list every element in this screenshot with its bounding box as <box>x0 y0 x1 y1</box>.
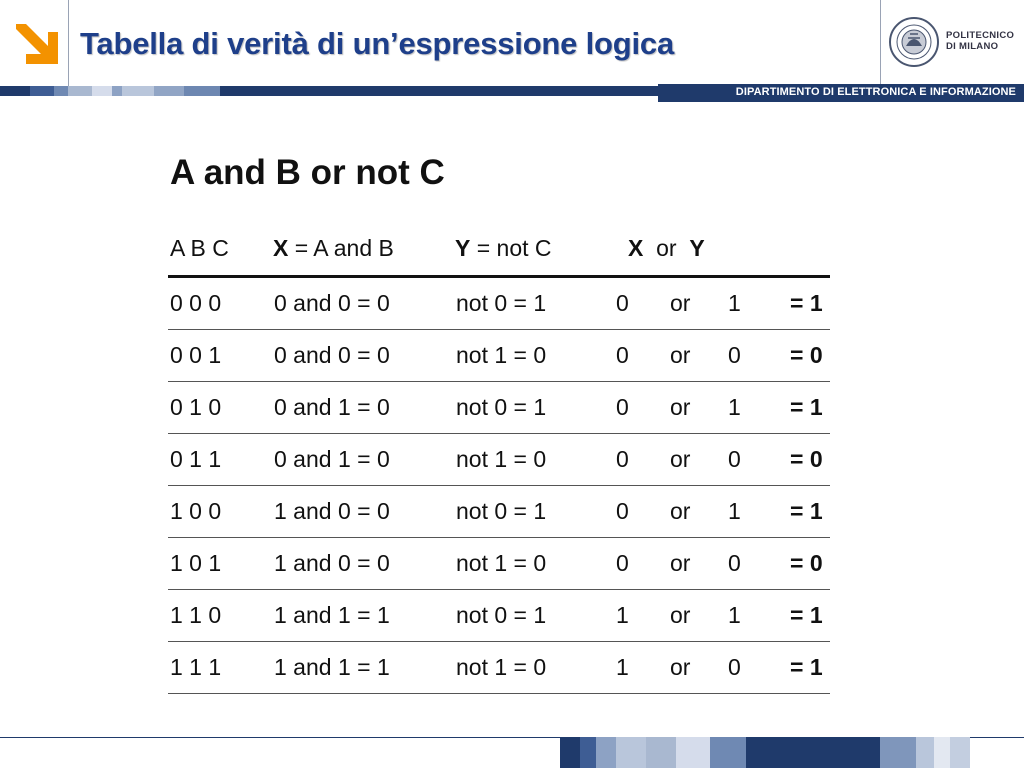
institution-logo <box>888 14 1024 74</box>
table-header <box>168 225 830 278</box>
header-divider <box>68 0 69 86</box>
header-xy-y: Y <box>689 235 705 261</box>
header-xy-or: or <box>656 235 677 261</box>
table-row <box>168 330 830 382</box>
header-x-or-y <box>628 235 705 262</box>
table-row <box>168 538 830 590</box>
cell-result: = 1 <box>790 498 823 524</box>
cell-y-value: 0 <box>728 550 741 576</box>
cell-x-value: 0 <box>616 550 629 576</box>
cell-x-value: 1 <box>616 602 629 628</box>
slide-title: Tabella di verità di un’espressione logica <box>80 26 674 61</box>
cell-or: or <box>670 550 691 576</box>
cell-x: 0 and 0 = 0 <box>274 342 390 368</box>
cell-x-value: 0 <box>616 290 629 316</box>
cell-x: 1 and 0 = 0 <box>274 498 390 524</box>
cell-result: = 0 <box>790 342 823 368</box>
cell-or: or <box>670 342 691 368</box>
cell-y-value: 1 <box>728 290 741 316</box>
cell-x-value: 1 <box>616 654 629 680</box>
truth-table <box>168 225 830 694</box>
cell-result: = 1 <box>790 602 823 628</box>
cell-result: = 0 <box>790 446 823 472</box>
cell-or: or <box>670 446 691 472</box>
cell-y-value: 0 <box>728 342 741 368</box>
table-row <box>168 434 830 486</box>
cell-or: or <box>670 654 691 680</box>
footer-color-band <box>560 737 1024 768</box>
header-y-definition: = not C <box>470 235 552 261</box>
header-y <box>455 235 552 262</box>
cell-abc: 0 1 1 <box>170 446 222 472</box>
cell-abc: 1 1 0 <box>170 602 222 628</box>
header-divider-right <box>880 0 881 86</box>
header-xy-x: X <box>628 235 644 261</box>
cell-x: 0 and 0 = 0 <box>274 290 390 316</box>
cell-or: or <box>670 394 691 420</box>
logo-box <box>0 0 68 86</box>
cell-result: = 0 <box>790 550 823 576</box>
cell-y: not 0 = 1 <box>456 394 547 420</box>
cell-abc: 1 0 0 <box>170 498 222 524</box>
cell-abc: 0 1 0 <box>170 394 222 420</box>
expression-heading: A and B or not C <box>170 153 445 192</box>
cell-abc: 0 0 1 <box>170 342 222 368</box>
table-row <box>168 590 830 642</box>
arrow-down-right-icon <box>12 20 62 68</box>
cell-x: 1 and 1 = 1 <box>274 602 390 628</box>
department-label: DIPARTIMENTO DI ELETTRONICA E INFORMAZIONE <box>735 86 1016 98</box>
header-x-definition: = A and B <box>288 235 394 261</box>
table-row <box>168 486 830 538</box>
table-row <box>168 278 830 330</box>
cell-x: 1 and 0 = 0 <box>274 550 390 576</box>
cell-y-value: 0 <box>728 654 741 680</box>
table-row <box>168 642 830 694</box>
cell-result: = 1 <box>790 394 823 420</box>
cell-abc: 0 0 0 <box>170 290 222 316</box>
cell-x-value: 0 <box>616 342 629 368</box>
cell-x-value: 0 <box>616 446 629 472</box>
cell-or: or <box>670 602 691 628</box>
cell-result: = 1 <box>790 654 823 680</box>
cell-y: not 1 = 0 <box>456 550 547 576</box>
university-seal-icon <box>888 16 940 68</box>
cell-y: not 1 = 0 <box>456 446 547 472</box>
institution-name: POLITECNICO DI MILANO <box>946 30 1015 52</box>
header-y-symbol: Y <box>455 235 471 261</box>
table-body <box>168 278 830 694</box>
cell-y: not 1 = 0 <box>456 342 547 368</box>
cell-y-value: 1 <box>728 498 741 524</box>
department-bar <box>658 84 1024 102</box>
cell-abc: 1 0 1 <box>170 550 222 576</box>
cell-y-value: 0 <box>728 446 741 472</box>
cell-x: 1 and 1 = 1 <box>274 654 390 680</box>
cell-y: not 0 = 1 <box>456 290 547 316</box>
cell-x-value: 0 <box>616 498 629 524</box>
header-x <box>273 235 394 262</box>
cell-y: not 0 = 1 <box>456 602 547 628</box>
header-x-symbol: X <box>273 235 289 261</box>
cell-x: 0 and 1 = 0 <box>274 446 390 472</box>
cell-result: = 1 <box>790 290 823 316</box>
cell-or: or <box>670 498 691 524</box>
header-abc: A B C <box>170 235 229 261</box>
cell-y-value: 1 <box>728 394 741 420</box>
cell-y: not 0 = 1 <box>456 498 547 524</box>
table-row <box>168 382 830 434</box>
cell-or: or <box>670 290 691 316</box>
cell-x-value: 0 <box>616 394 629 420</box>
cell-abc: 1 1 1 <box>170 654 222 680</box>
cell-x: 0 and 1 = 0 <box>274 394 390 420</box>
cell-y-value: 1 <box>728 602 741 628</box>
cell-y: not 1 = 0 <box>456 654 547 680</box>
